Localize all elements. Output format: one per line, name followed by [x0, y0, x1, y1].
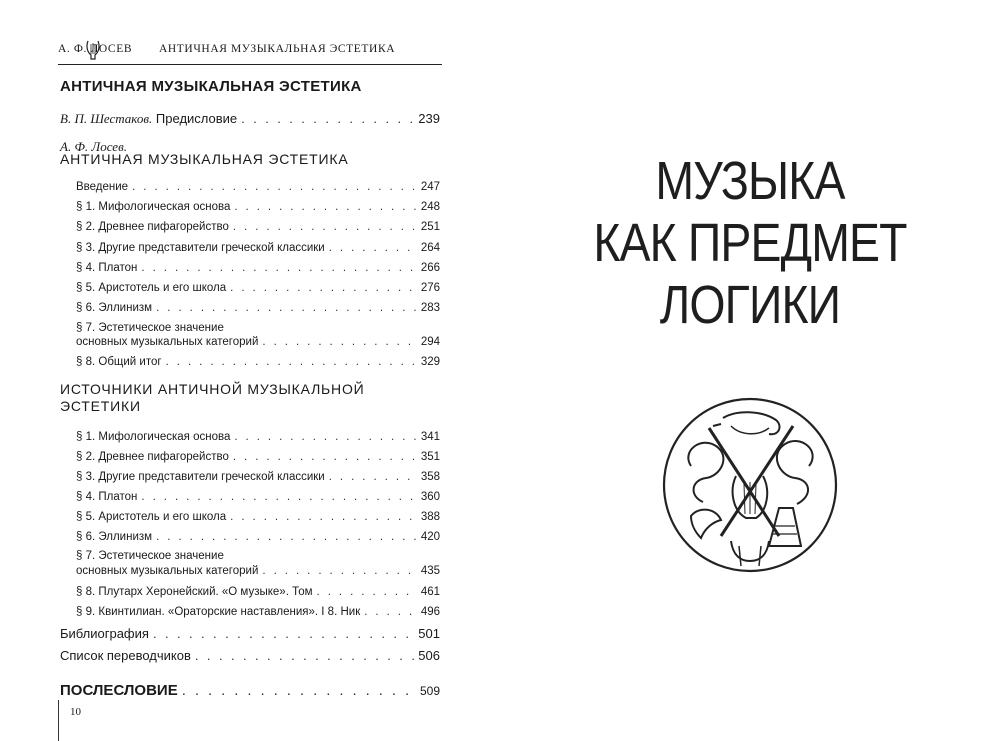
- toc-page: 266: [420, 262, 440, 274]
- toc-label: Список переводчиков: [60, 648, 191, 663]
- toc-row[interactable]: [76, 470, 440, 484]
- toc-row[interactable]: [76, 180, 440, 194]
- toc-row[interactable]: [76, 220, 440, 234]
- dot-leader: [166, 355, 417, 369]
- dot-leader: [329, 470, 417, 484]
- toc-label: § 4. Платон: [76, 491, 138, 503]
- dot-leader: [262, 335, 416, 349]
- toc-label: § 7. Эстетическое значение: [76, 322, 224, 334]
- section-title-line1: МУЗЫКА: [655, 151, 845, 211]
- toc-page: 276: [420, 282, 440, 294]
- header-title: АНТИЧНАЯ МУЗЫКАЛЬНАЯ ЭСТЕТИКА: [159, 43, 396, 55]
- toc-page: 388: [420, 511, 440, 523]
- dot-leader: [230, 510, 417, 524]
- toc-page: 283: [420, 302, 440, 314]
- dot-leader: [317, 585, 417, 599]
- toc-label: § 5. Аристотель и его школа: [76, 511, 227, 523]
- dot-leader: [364, 605, 417, 619]
- toc-row[interactable]: [76, 490, 440, 504]
- dot-leader: [262, 564, 416, 578]
- dot-leader: [153, 627, 414, 641]
- right-page: [500, 0, 1000, 741]
- toc-row[interactable]: [76, 355, 440, 369]
- preface-author: В. П. Шестаков.: [60, 111, 153, 126]
- toc-page: 496: [420, 606, 440, 618]
- toc-main-title: АНТИЧНАЯ МУЗЫКАЛЬНАЯ ЭСТЕТИКА: [60, 78, 362, 95]
- toc-page: 247: [420, 181, 440, 193]
- dot-leader: [156, 301, 417, 315]
- part1-title: АНТИЧНАЯ МУЗЫКАЛЬНАЯ ЭСТЕТИКА: [60, 151, 349, 167]
- toc-row[interactable]: [76, 430, 440, 444]
- header-rule: [58, 64, 442, 65]
- toc-label: Введение: [76, 181, 129, 193]
- toc-row[interactable]: [76, 605, 440, 619]
- toc-page: 358: [420, 471, 440, 483]
- toc-page: 294: [420, 336, 440, 348]
- preface-label: Предисловие: [155, 111, 238, 126]
- toc-label: § 1. Мифологическая основа: [76, 201, 231, 213]
- dot-leader: [156, 530, 417, 544]
- toc-page: 509: [419, 684, 440, 698]
- toc-page: 435: [420, 565, 440, 577]
- dot-leader: [234, 200, 416, 214]
- toc-page: 501: [418, 626, 440, 641]
- toc-row-bibliography[interactable]: [60, 627, 440, 641]
- toc-row-translators[interactable]: [60, 649, 440, 663]
- toc-row[interactable]: [76, 335, 440, 349]
- toc-page: 461: [420, 586, 440, 598]
- toc-label: § 6. Эллинизм: [76, 302, 153, 314]
- toc-label: § 2. Древнее пифагорейство: [76, 221, 229, 233]
- toc-row-afterword[interactable]: [60, 684, 440, 698]
- toc-row[interactable]: [76, 585, 440, 599]
- section-title-line3: ЛОГИКИ: [659, 275, 841, 335]
- toc-row[interactable]: [76, 450, 440, 464]
- toc-label-continued: основных музыкальных категорий: [76, 336, 259, 348]
- part2-title-line1: ИСТОЧНИКИ АНТИЧНОЙ МУЗЫКАЛЬНОЙ: [60, 381, 365, 397]
- toc-label: ПОСЛЕСЛОВИЕ: [60, 682, 178, 699]
- dot-leader: [234, 430, 416, 444]
- musical-instruments-medallion-icon: [661, 396, 839, 574]
- toc-label: § 9. Квинтилиан. «Ораторские наставления». I 8. Ник: [76, 606, 361, 618]
- toc-page: 360: [420, 491, 440, 503]
- toc-label: § 1. Мифологическая основа: [76, 431, 231, 443]
- header-author: А. Ф. ЛОСЕВ: [58, 43, 133, 55]
- toc-row[interactable]: [76, 564, 440, 578]
- section-title-line2: КАК ПРЕДМЕТ: [593, 213, 907, 273]
- toc-page: 420: [420, 531, 440, 543]
- toc-label: § 6. Эллинизм: [76, 531, 153, 543]
- toc-row[interactable]: [76, 261, 440, 275]
- toc-page: 351: [420, 451, 440, 463]
- toc-label: § 2. Древнее пифагорейство: [76, 451, 229, 463]
- toc-page: 248: [420, 201, 440, 213]
- toc-page: 506: [418, 648, 440, 663]
- preface-page: 239: [418, 111, 440, 126]
- dot-leader: [329, 241, 417, 255]
- toc-label: Библиография: [60, 626, 149, 641]
- toc-row-preface[interactable]: [60, 112, 440, 126]
- toc-row-first-line[interactable]: [76, 549, 440, 565]
- toc-page: 264: [420, 242, 440, 254]
- toc-label: § 5. Аристотель и его школа: [76, 282, 227, 294]
- dot-leader: [141, 490, 416, 504]
- toc-label: § 7. Эстетическое значение: [76, 550, 224, 562]
- dot-leader: [195, 649, 414, 663]
- section-title: [535, 150, 965, 336]
- toc-page: 329: [420, 356, 440, 368]
- dot-leader: [233, 450, 417, 464]
- toc-row[interactable]: [76, 301, 440, 315]
- dot-leader: [241, 112, 414, 126]
- toc-label-continued: основных музыкальных категорий: [76, 565, 259, 577]
- dot-leader: [141, 261, 416, 275]
- margin-rule: [58, 700, 59, 741]
- toc-label: § 3. Другие представители греческой классики: [76, 471, 325, 483]
- page-number: 10: [70, 706, 81, 718]
- toc-label: § 8. Общий итог: [76, 356, 162, 368]
- part1-author: А. Ф. Лосев.: [60, 139, 127, 154]
- dot-leader: [233, 220, 417, 234]
- dot-leader: [230, 281, 417, 295]
- toc-label: § 4. Платон: [76, 262, 138, 274]
- toc-label: § 8. Плутарх Херонейский. «О музыке». Том: [76, 586, 313, 598]
- part2-title-line2: ЭСТЕТИКИ: [60, 398, 141, 414]
- dot-leader: [182, 684, 416, 698]
- toc-page: 251: [420, 221, 440, 233]
- lyre-ornament-icon: [84, 38, 102, 62]
- toc-row[interactable]: [76, 241, 440, 255]
- toc-row[interactable]: [76, 510, 440, 524]
- running-header: [58, 40, 442, 60]
- toc-row[interactable]: [76, 281, 440, 295]
- toc-row[interactable]: [76, 200, 440, 214]
- toc-label: § 3. Другие представители греческой классики: [76, 242, 325, 254]
- dot-leader: [132, 180, 417, 194]
- toc-row[interactable]: [76, 530, 440, 544]
- toc-page: 341: [420, 431, 440, 443]
